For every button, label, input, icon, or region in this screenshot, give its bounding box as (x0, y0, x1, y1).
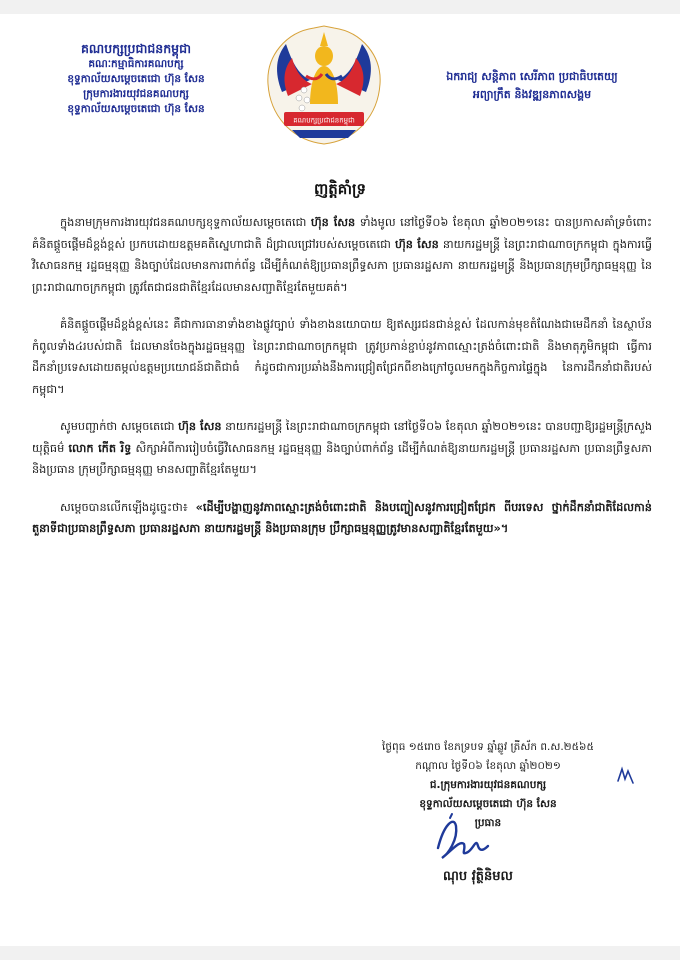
paragraph-4-text-a: សម្ដេចបានលើកឡើងដូច្នេះថា៖ (60, 500, 196, 514)
lunar-date: ថ្ងៃពុធ ១៥រោច ខែភទ្របទ ឆ្នាំឆ្លូវ ត្រីស័ក ព.ស.២៥៦៥ (382, 741, 594, 753)
bottom-margin (0, 946, 680, 960)
paragraph-3-text-b: នាយករដ្ឋមន្ត្រី នៃព្រះរាជាណាចក្រកម្ពុជា នៅថ្ងៃទី០៦ ខែតុលា ឆ្នាំ២០២១នេះ បានបញ្ជាឱ្យរដ្ឋមន្ត្រីក្រសួងយុត្តិធម៌ (32, 420, 652, 455)
logo-banner-text: គណបក្សប្រជាជនកម្ពុជា (293, 116, 355, 125)
paragraph-3-text-c: សិក្សាអំពីការរៀបចំធ្វើវិសោធនកម្ម រដ្ឋធម្មនុញ្ញ និងច្បាប់ពាក់ព័ន្ធ ដើម្បីកំណត់ឱ្យនាយករដ្ឋមន្ត្រី ប្រធានរដ្ឋសភា ប្រធានព្រឹទ្ធសភា និងប្រធាន ក្រុមប្រឹក្សាធម្មនុញ្ញ មានសញ្ជាតិខ្មែរតែមួយ។ (32, 441, 652, 476)
signer-role: ប្រធាន (474, 817, 502, 829)
paragraph-3 (32, 416, 652, 481)
national-motto: ឯករាជ្យ សន្តិភាព សេរីភាព ប្រជាធិបតេយ្យ (446, 70, 618, 83)
paragraph-1-name-b: ហ៊ុន សែន (394, 237, 439, 251)
paragraph-3-name-a: ហ៊ុន សែន (178, 420, 222, 433)
header-right-block (398, 68, 666, 104)
handwritten-signature-icon (430, 810, 494, 866)
cabinet-name: ខុទ្ទកាល័យសម្ដេចតេជោ ហ៊ុន សែន (67, 73, 205, 85)
paragraph-1-text-a: ក្នុងនាមក្រុមការងារយុវជនគណបក្សខុទ្ទកាល័យសម្ដេចតេជោ (60, 216, 311, 229)
party-logo-emblem (262, 22, 386, 150)
paragraph-4-quote: «ដើម្បីបង្ហាញនូវភាពស្មោះត្រង់ចំពោះជាតិ និងបញ្ចៀសនូវការជ្រៀតជ្រែក ពីបរទេស ថ្នាក់ដឹកនាំជាតិដែលកាន់តួនាទីជាប្រធានព្រឹទ្ធសភា ប្រធានរដ្ឋសភា នាយករដ្ឋមន្ត្រី និងប្រធានក្រុម ប្រឹក្សាធម្មនុញ្ញត្រូវមានសញ្ជាតិខ្មែរតែមួយ»។ (32, 500, 652, 535)
document-title: ញត្តិគាំទ្រ (313, 180, 367, 198)
youth-group-name: ក្រុមការងារយុវជនគណបក្ស (83, 88, 189, 100)
paragraph-3-text-a: សូមបញ្ជាក់ថា សម្ដេចតេជោ (60, 420, 179, 433)
top-margin (0, 0, 680, 14)
paragraph-1-text-c: នាយករដ្ឋមន្ត្រី នៃព្រះរាជាណាចក្រកម្ពុជា ក្នុងការធ្វើវិសោធនកម្ម រដ្ឋធម្មនុញ្ញ និងច្បាប់ដែលមានការពាក់ព័ន្ធ ដើម្បីកំណត់ឱ្យប្រធានព្រឹទ្ធសភា ប្រធានរដ្ឋសភា នាយករដ្ឋមន្ត្រី និងប្រធានក្រុមប្រឹក្សាធម្មនុញ្ញ នៃព្រះរាជាណាចក្រកម្ពុជា ត្រូវតែជាជនជាតិខ្មែរដែលមានសញ្ជាតិខ្មែរតែមួយគត់។ (32, 237, 652, 294)
committee-name: គណៈកម្មាធិការគណបក្ស (88, 58, 184, 70)
national-motto-sub: អព្យាក្រឹត និងវឌ្ឍនភាពសង្គម (472, 88, 592, 101)
paragraph-1-text-b: ទាំងមូល នៅថ្ងៃទី០៦ ខែតុលា ឆ្នាំ២០២១នេះ បានប្រកាសគាំទ្រចំពោះគំនិតផ្ដួចផ្ដើមដ៏ខ្ពង់ខ្ពស់ ប្រកបដោយឧត្តមគតិស្នេហាជាតិ ដ៏ជ្រាលជ្រៅរបស់សម្ដេចតេជោ (32, 216, 653, 251)
youth-cabinet-name: ខុទ្ទកាល័យសម្ដេចតេជោ ហ៊ុន សែន (67, 103, 205, 115)
paragraph-1 (32, 212, 652, 298)
header-left-block (20, 40, 252, 117)
initial-mark-icon (615, 765, 637, 787)
solar-date: កណ្ដាល ថ្ងៃទី០៦ ខែតុលា ឆ្នាំ២០២១ (415, 760, 561, 772)
party-name: គណបក្សប្រជាជនកម្ពុជា (81, 41, 191, 56)
signing-org-line-1: ជ.ក្រុមការងារយុវជនគណបក្ស (429, 779, 547, 791)
paragraph-1-name-a: ហ៊ុន សែន (310, 216, 356, 229)
paragraph-2: គំនិតផ្ដួចផ្ដើមដ៏ខ្ពង់ខ្ពស់នេះ គឺជាការធានាទាំងខាងផ្លូវច្បាប់ ទាំងខាងនយោបាយ ឱ្យឥស្សរជនជាន់ខ្ពស់ ដែលកាន់មុខតំណែងជាមេដឹកនាំ នៃស្ថាប័នកំពូលទាំង៤របស់ជាតិ ដែលមានចែងក្នុងរដ្ឋធម្មនុញ្ញ នៃព្រះរាជាណាចក្រកម្ពុជា ត្រូវប្រកាន់ខ្ជាប់នូវភាពស្មោះត្រង់ចំពោះជាតិ និងមាតុភូមិកម្ពុជា ធ្វើការដឹកនាំប្រទេសដោយតម្កល់ឧត្តមប្រយោជន៍ជាតិជាធំ កំដូចជាការប្រឆាំងនឹងការជ្រៀតជ្រែកពីខាងក្រៅចូលមកក្នុងកិច្ចការផ្ទៃក្នុង នៃការដឹកនាំជាតិរបស់កម្ពុជា។ (32, 318, 652, 396)
document-body (32, 212, 652, 540)
signer-name: ណុប វុត្ថិនិមល (443, 869, 513, 884)
paragraph-4 (32, 497, 652, 540)
paragraph-3-name-b: លោក កើត រិទ្ធ (68, 441, 132, 455)
signing-org-line-2: ខុទ្ទកាល័យសម្ដេចតេជោ ហ៊ុន សែន (419, 798, 557, 810)
